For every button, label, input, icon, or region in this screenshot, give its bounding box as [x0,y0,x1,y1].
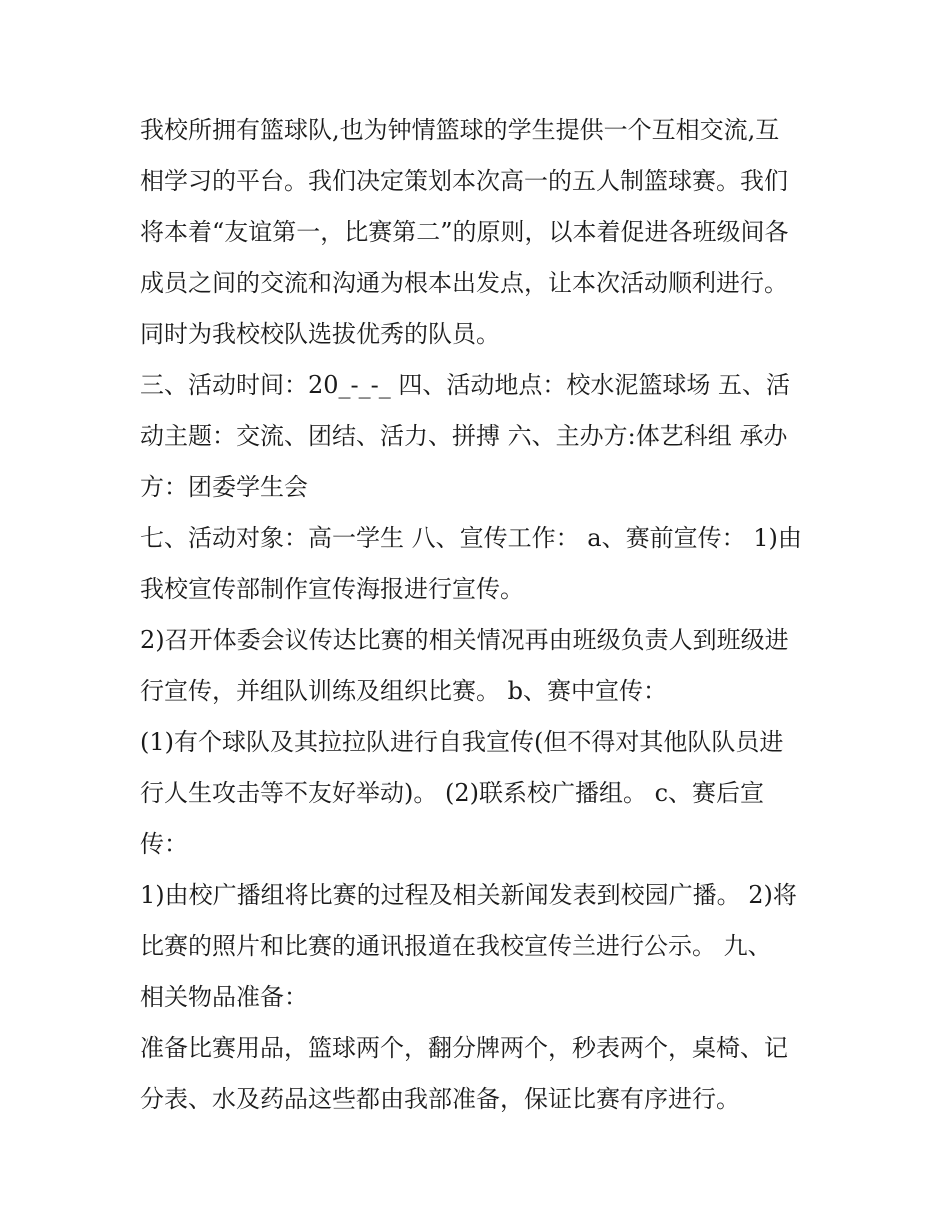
text-line: 三、活动时间：20_-_-_ 四、活动地点：校水泥篮球场 五、活 [140,371,791,399]
text-line: 2)召开体委会议传达比赛的相关情况再由班级负责人到班级进 [140,626,789,654]
text-line: 七、活动对象：高一学生 八、宣传工作： a、赛前宣传： 1)由 [140,524,802,552]
text-line: 同时为我校校队选拔优秀的队员。 [140,320,500,348]
text-line: (1)有个球队及其拉拉队进行自我宣传(但不得对其他队队员进 [140,728,784,756]
text-line: 相关物品准备： [140,983,308,1011]
text-line: 动主题：交流、团结、活力、拼搏 六、主办方:体艺科组 承办 [140,422,788,450]
text-line: 行宣传，并组队训练及组织比赛。 b、赛中宣传： [140,677,667,705]
text-line: 比赛的照片和比赛的通讯报道在我校宣传兰进行公示。 九、 [140,932,772,960]
text-line: 准备比赛用品，篮球两个，翻分牌两个，秒表两个，桌椅、记 [140,1034,788,1062]
text-line: 相学习的平台。我们决定策划本次高一的五人制篮球赛。我们 [140,167,788,195]
text-line: 分表、水及药品这些都由我部准备，保证比赛有序进行。 [140,1085,740,1113]
document-body [140,105,820,1125]
text-line: 我校宣传部制作宣传海报进行宣传。 [140,575,524,603]
text-line: 行人生攻击等不友好举动)。 (2)联系校广播组。 c、赛后宣 [140,779,765,807]
text-line: 1)由校广播组将比赛的过程及相关新闻发表到校园广播。 2)将 [140,881,797,909]
text-line: 成员之间的交流和沟通为根本出发点，让本次活动顺利进行。 [140,269,788,297]
text-line: 我校所拥有篮球队,也为钟情篮球的学生提供一个互相交流,互 [140,116,780,144]
text-line: 将本着“友谊第一，比赛第二”的原则，以本着促进各班级间各 [140,218,789,246]
text-line: 方：团委学生会 [140,473,308,501]
text-line: 传： [140,830,188,858]
